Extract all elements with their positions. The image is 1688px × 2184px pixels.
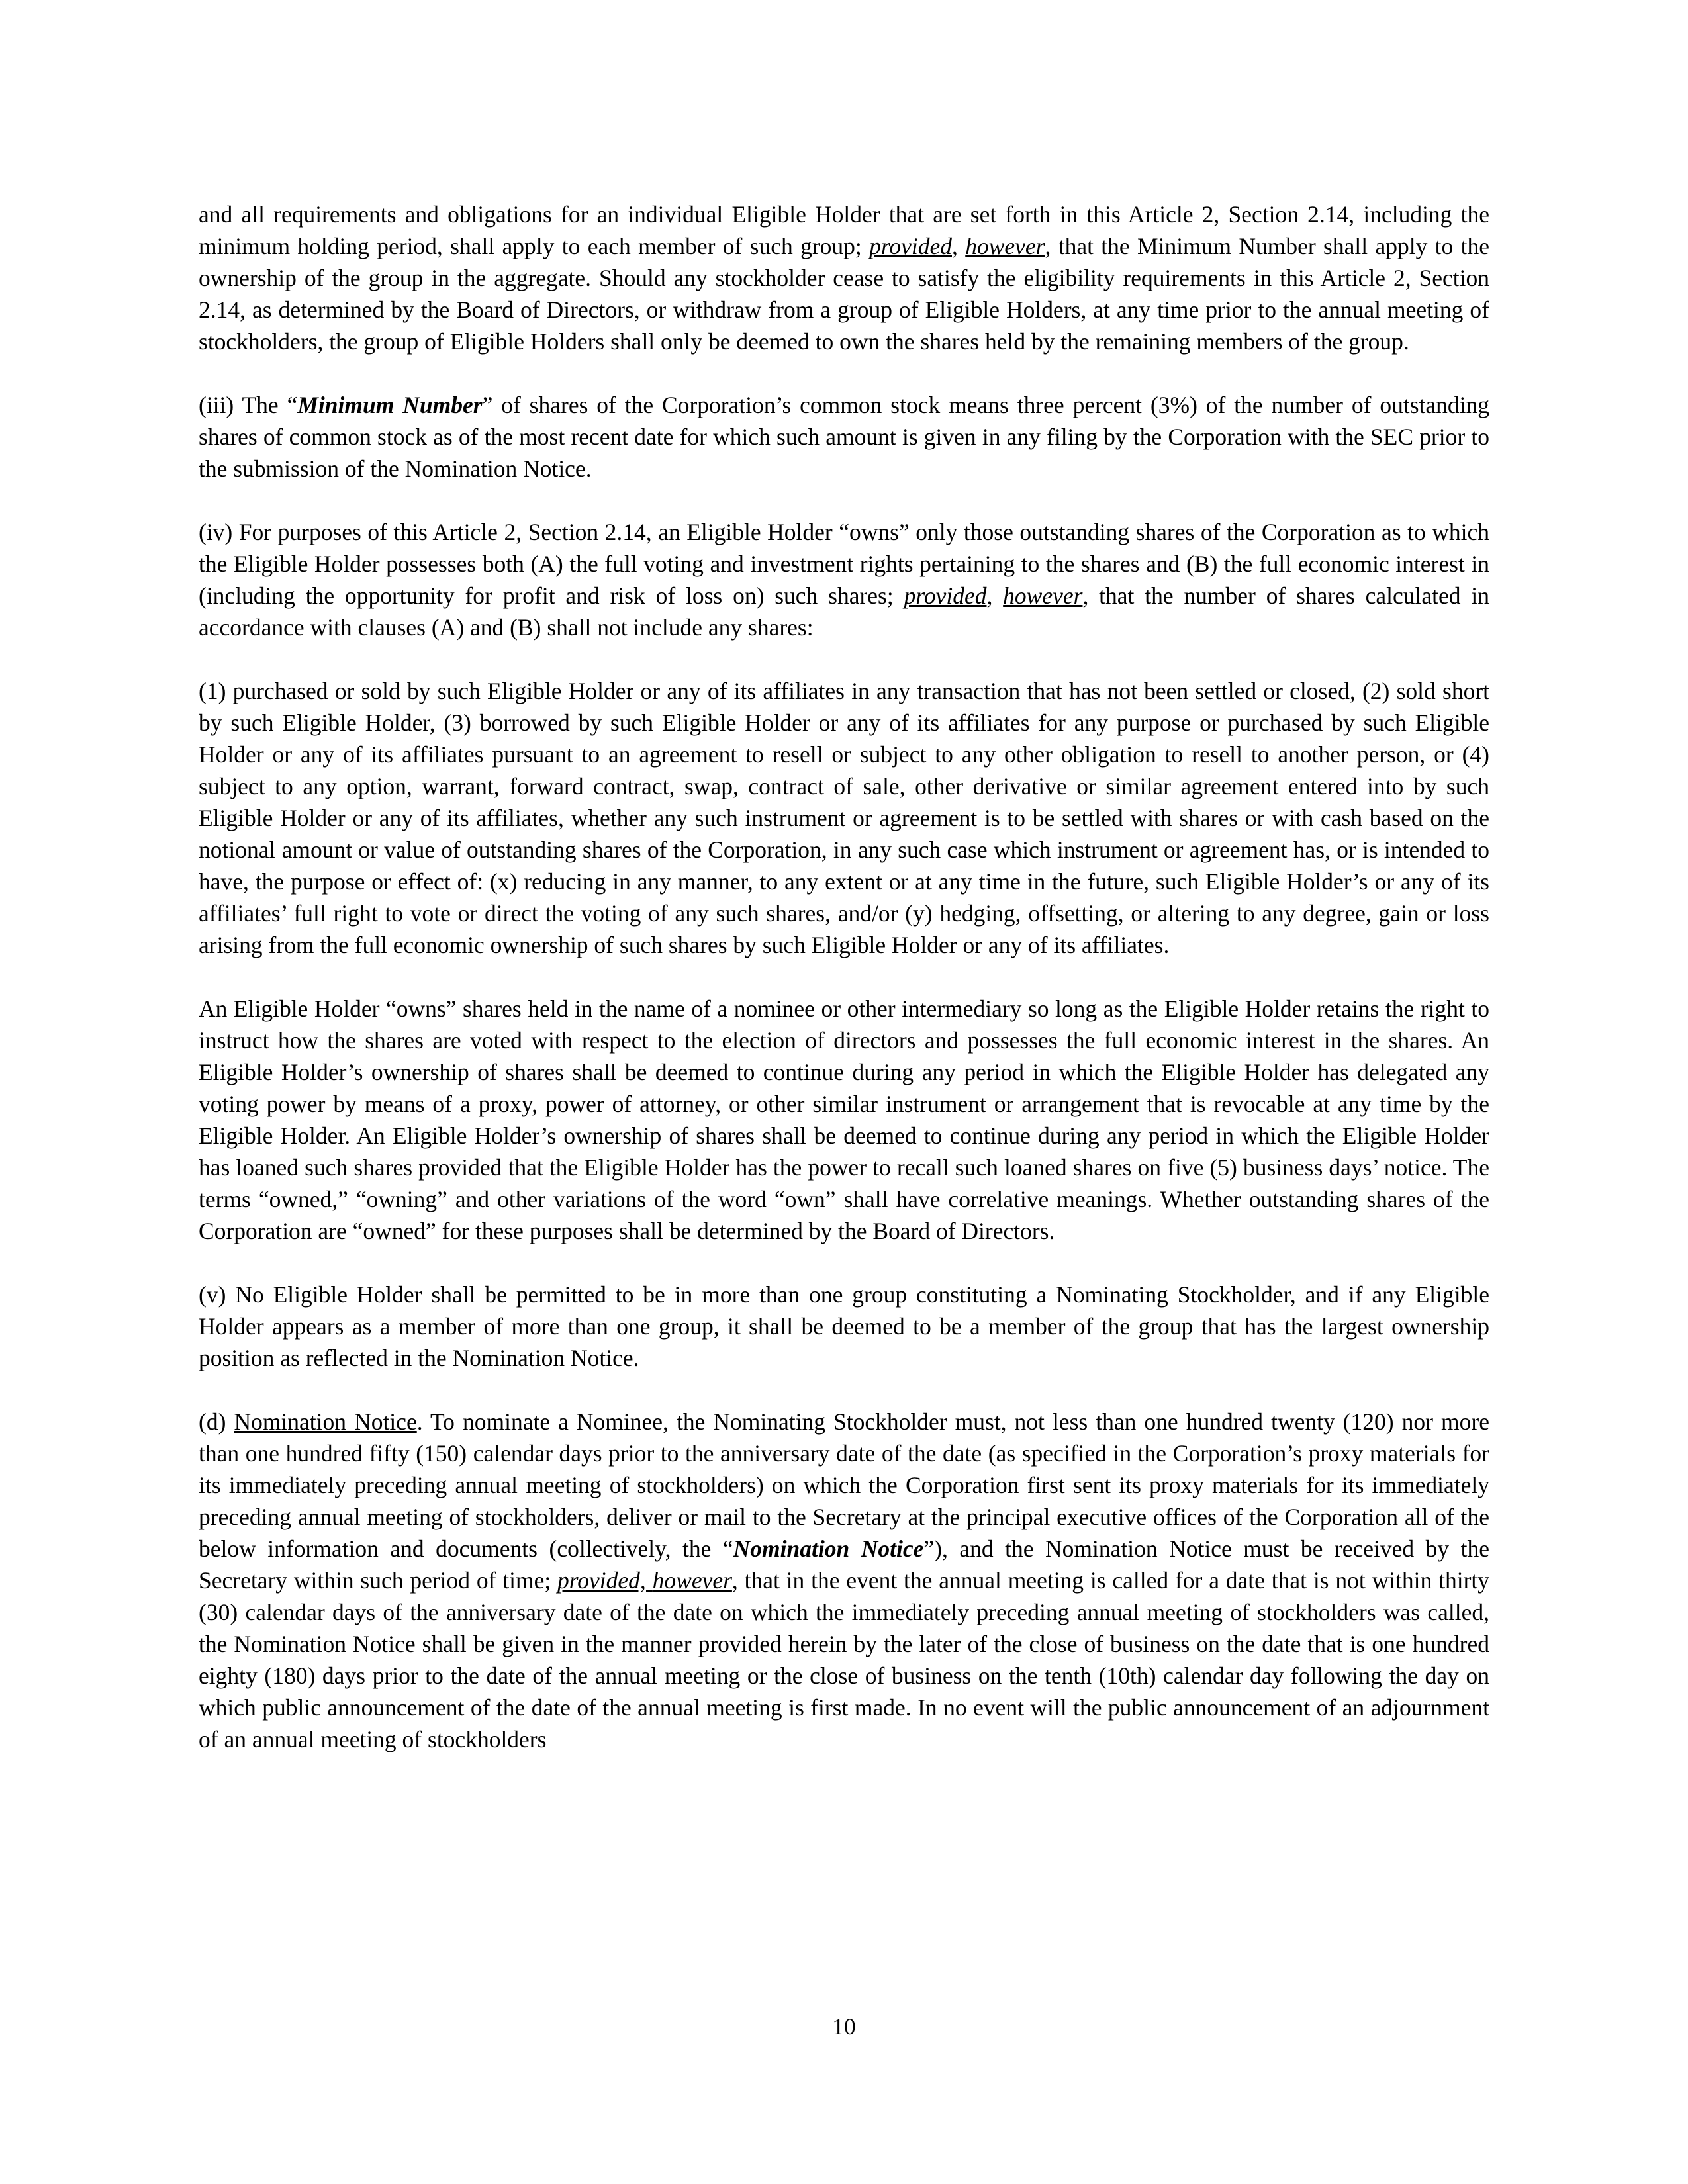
defined-term-minimum-number: Minimum Number [297,392,483,418]
document-body [199,199,1489,1755]
text-run: (d) [199,1408,234,1435]
text-run: , [986,582,1004,609]
text-run: ”), and the Nomination Notice must be received by the Secretary within such period of time; [199,1535,1490,1594]
text-run: (v) No Eligible Holder shall be permitted to be in more than one group constituting a Nominating Stockholder, and if any Eligible Holder appears as a member of more than one group, it shall be deemed to be a member of the group that has the largest ownership position as reflected in the Nomination Notice. [199,1281,1489,1371]
text-run: , [952,233,966,259]
text-run: (1) purchased or sold by such Eligible Holder or any of its affiliates in any transaction that has not been settled or closed, (2) sold short by such Eligible Holder, (3) borrowed by such Eligible Holder or any of its affiliates for any purpose or purchased by such Eligible Holder or any of its affiliates pursuant to an agreement to resell or subject to any other obligation to resell to another person, or (4) subject to any option, warrant, forward contract, swap, contract of sale, other derivative or similar agreement entered into by such Eligible Holder or any of its affiliates, whether any such instrument or agreement is to be settled with shares or with cash based on the notional amount or value of outstanding shares of the Corporation, in any such case which instrument or agreement has, or is intended to have, the purpose or effect of: (x) reducing in any manner, to any extent or at any time in the future, such Eligible Holder’s or any of its affiliates’ full right to vote or direct the voting of any such shares, and/or (y) hedging, offsetting, or altering to any degree, gain or loss arising from the full economic ownership of such shares by such Eligible Holder or any of its affiliates. [199,678,1489,958]
paragraph-excluded-shares [199,675,1489,961]
text-run: An Eligible Holder “owns” shares held in the name of a nominee or other intermediary so long as the Eligible Holder retains the right to instruct how the shares are voted with respect to the election of directors and possesses the full economic interest in the shares. An Eligible Holder’s ownership of shares shall be deemed to continue during any period in which the Eligible Holder has delegated any voting power by means of a proxy, power of attorney, or other similar instrument or arrangement that is revocable at any time by the Eligible Holder. An Eligible Holder’s ownership of shares shall be deemed to continue during any period in which the Eligible Holder has loaned such shares provided that the Eligible Holder has the power to recall such loaned shares on five (5) business days’ notice. The terms “owned,” “owning” and other variations of the word “own” shall have correlative meanings. Whether outstanding shares of the Corporation are “owned” for these purposes shall be determined by the Board of Directors. [199,995,1489,1244]
text-run-however: however [1003,582,1083,609]
text-run-however: however [965,233,1045,259]
paragraph-nominee-ownership [199,993,1489,1247]
paragraph-minimum-number [199,389,1489,484]
text-run: , that in the event the annual meeting is called for a date that is not within thirty (30) calendar days of the anniversary date of the date on which the immediately preceding annual meeting of stockholders was called, the Nomination Notice shall be given in the manner provided herein by the later of the close of business on the date that is one hundred eighty (180) days prior to the date of the annual meeting or the close of business on the tenth (10th) calendar day following the day on which public announcement of the date of the annual meeting is first made. In no event will the public announcement of an adjournment of an annual meeting of stockholders [199,1567,1489,1752]
paragraph-nomination-notice [199,1406,1489,1755]
text-run: and all requirements and obligations for an individual Eligible Holder that are set forth in this Article 2, Section 2.14, including the minimum holding period, shall apply to each member of such group; [199,201,1489,259]
paragraph-group-requirements [199,199,1489,357]
text-run-provided: provided [904,582,987,609]
paragraph-one-group-rule [199,1279,1489,1374]
defined-term-nomination-notice: Nomination Notice [733,1535,924,1562]
page-number: 10 [832,2013,856,2040]
text-run-provided: provided [869,233,952,259]
paragraph-owns-definition [199,516,1489,643]
text-run: . To nominate a Nominee, the Nominating Stockholder must, not less than one hundred twenty (120) nor more than one hundred fifty (150) calendar days prior to the anniversary date of the date (as specified in the Corporation’s proxy materials for its immediately preceding annual meeting of stockholders) on which the Corporation first sent its proxy materials for its immediately preceding annual meeting of stockholders, deliver or mail to the Secretary at the principal executive offices of the Corporation all of the below information and documents (collectively, the “ [199,1408,1489,1562]
text-run: (iii) The “ [199,392,298,418]
text-run-however: however [652,1567,732,1594]
text-run: (iv) For purposes of this Article 2, Section 2.14, an Eligible Holder “owns” only those outstanding shares of the Corporation as to which the Eligible Holder possesses both (A) the full voting and investment rights pertaining to the shares and (B) the full economic interest in (including the opportunity for profit and risk of loss on) such shares; [199,519,1489,609]
text-run: , that the number of shares calculated in accordance with clauses (A) and (B) shall not include any shares: [199,582,1489,641]
text-run: , that the Minimum Number shall apply to the ownership of the group in the aggregate. Should any stockholder cease to satisfy the eligibility requirements in this Article 2, Section 2.14, as determined by the Board of Directors, or withdraw from a group of Eligible Holders, at any time prior to the annual meeting of stockholders, the group of Eligible Holders shall only be deemed to own the shares held by the remaining members of the group. [199,233,1489,355]
section-heading-nomination-notice: Nomination Notice [234,1408,417,1435]
text-run-provided: provided, [557,1567,653,1594]
text-run: ” of shares of the Corporation’s common stock means three percent (3%) of the number of outstanding shares of common stock as of the most recent date for which such amount is given in any filing by the Corporation with the SEC prior to the submission of the Nomination Notice. [199,392,1489,482]
